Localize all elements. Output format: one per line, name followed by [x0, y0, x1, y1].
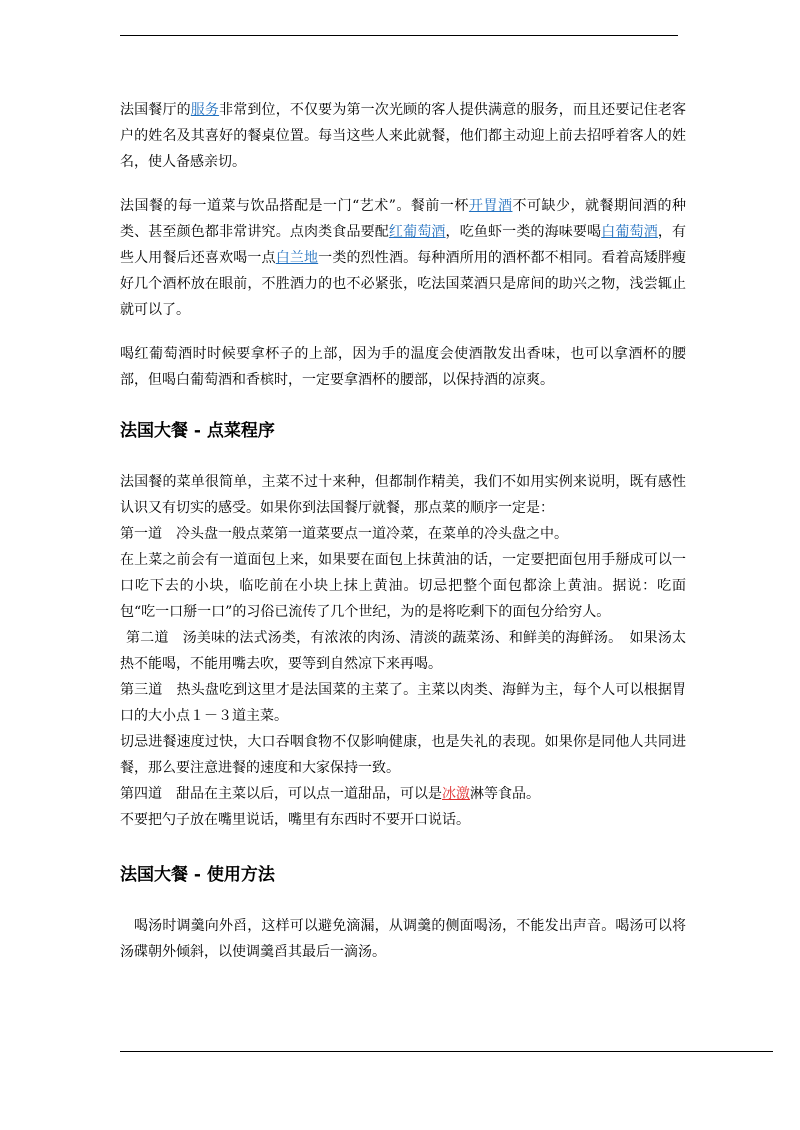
ordering-line-5: 第三道 热头盘吃到这里才是法国菜的主菜了。主菜以肉类、海鲜为主，每个人可以根据胃口的大小点１－３道主菜。	[120, 682, 686, 724]
text-run: 淋等食品。	[470, 786, 540, 802]
text-run: 法国餐厅的	[120, 102, 191, 118]
text-run: 法国餐的每一道菜与饮品搭配是一门“艺术”。餐前一杯	[120, 198, 469, 214]
link-service[interactable]: 服务	[190, 102, 220, 118]
usage-paragraph: 喝汤时调羹向外舀，这样可以避免滴漏，从调羹的侧面喝汤，不能发出声音。喝汤可以将汤碟朝外倾斜，以使调羹舀其最后一滴汤。	[120, 918, 686, 960]
text-run: 非常到位，不仅要为第一次光顾的客人提供满意的服务，而且还要记住老客户的姓名及其喜好的餐桌位置。每当这些人来此就餐，他们都主动迎上前去招呼着客人的姓名，使人备感亲切。	[120, 102, 687, 170]
ordering-line-1: 法国餐的菜单很简单，主菜不过十来种，但都制作精美，我们不如用实例来说明，既有感性认识又有切实的感受。如果你到法国餐厅就餐，那点菜的顺序一定是：	[120, 474, 686, 516]
ordering-line-6: 切忌进餐速度过快，大口吞咽食物不仅影响健康，也是失礼的表现。如果你是同他人共同进餐，那么要注意进餐的速度和大家保持一致。	[120, 734, 686, 776]
ordering-line-3: 在上菜之前会有一道面包上来，如果要在面包上抹黄油的话，一定要把面包用手掰成可以一口吃下去的小块，临吃前在小块上抹上黄油。切忌把整个面包都涂上黄油。据说：吃面包“吃一口掰一口”的习俗已流传了几个世纪，为的是将吃剩下的面包分给穷人。	[120, 552, 686, 620]
link-aperitif[interactable]: 开胃酒	[468, 198, 513, 214]
ordering-line-8: 不要把勺子放在嘴里说话，嘴里有东西时不要开口说话。	[120, 812, 470, 828]
section-heading-ordering: 法国大餐 - 点菜程序	[120, 421, 275, 441]
ordering-line-4: 第二道 汤美味的法式汤类，有浓浓的肉汤、清淡的蔬菜汤、和鲜美的海鲜汤。 如果汤太热不能喝，不能用嘴去吹，要等到自然凉下来再喝。	[120, 630, 686, 672]
link-brandy[interactable]: 白兰地	[275, 250, 319, 266]
text-run: ，吃鱼虾一类的海味要喝	[445, 224, 602, 240]
paragraph-service	[120, 97, 686, 175]
ordering-line-2: 第一道 冷头盘一般点菜第一道菜要点一道冷菜，在菜单的冷头盘之中。	[120, 526, 568, 542]
text-run: 一类的烈性酒。每种酒所用的酒杯都不相同。看着高矮胖瘦好几个酒杯放在眼前，不胜酒力的也不必紧张，吃法国菜酒只是席间的助兴之物，浅尝辄止就可以了。	[120, 250, 687, 318]
text-run: 第四道 甜品在主菜以后，可以点一道甜品，可以是	[120, 786, 442, 802]
text-run: 不可缺少，就餐期间酒的种类、甚至颜色都非常讲究。点肉类食品要配	[120, 198, 687, 240]
paragraph-wine-pairing	[120, 193, 686, 323]
text-run: ，有些人用餐后还喜欢喝一点	[120, 224, 687, 266]
link-red-wine[interactable]: 红葡萄酒	[388, 224, 446, 240]
document-body	[120, 97, 686, 965]
link-white-wine[interactable]: 白葡萄酒	[601, 224, 658, 240]
footer-rule	[120, 1051, 773, 1052]
paragraph-wine-glass: 喝红葡萄酒时时候要拿杯子的上部，因为手的温度会使酒散发出香味，也可以拿酒杯的腰部，但喝白葡萄酒和香槟时，一定要拿酒杯的腰部，以保持酒的凉爽。	[120, 346, 686, 388]
section-heading-usage: 法国大餐 - 使用方法	[120, 865, 275, 885]
link-ice-cream[interactable]: 冰激	[442, 786, 470, 802]
header-rule	[120, 35, 678, 36]
ordering-line-7	[120, 781, 686, 807]
